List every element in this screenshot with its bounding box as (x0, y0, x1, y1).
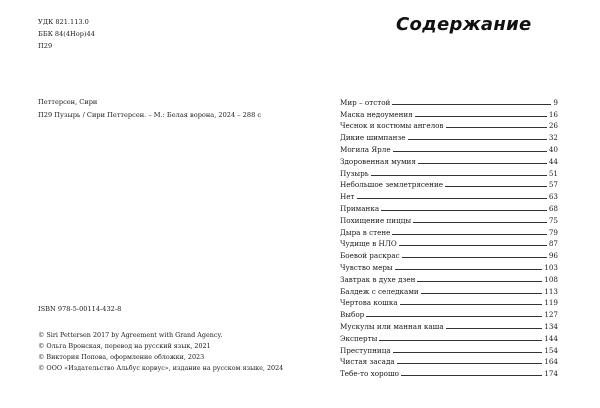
toc-entry-title: Чертова кошка (340, 298, 398, 308)
toc-entry-page: 164 (544, 357, 558, 367)
udk-code: УДК 821.113.0 (38, 18, 89, 26)
toc-leader-line (418, 163, 547, 164)
toc-leader-line (393, 151, 547, 152)
author-code: П29 (38, 42, 53, 50)
copyright-line: © Ольга Вронская, перевод на русский язык, 2021 (38, 342, 211, 350)
toc-entry-title: Похищение пиццы (340, 215, 412, 225)
bbk-code: ББК 84(4Нор)44 (38, 30, 95, 38)
toc-entry-title: Мир – отстой (340, 97, 391, 107)
toc-leader-line (417, 281, 542, 282)
toc-leader-line (400, 304, 543, 305)
toc-entry-page: 103 (544, 262, 558, 272)
toc-leader-line (392, 234, 546, 235)
toc-entry-title: Приманка (340, 203, 380, 213)
toc-entry (340, 355, 558, 367)
toc-leader-line (371, 175, 547, 176)
toc-entry-page: 44 (548, 156, 558, 166)
toc-entry (340, 107, 558, 119)
toc-entry (340, 307, 558, 319)
toc-leader-line (379, 340, 542, 341)
toc-entry-title: Небольшое землетрясение (340, 180, 444, 190)
toc-entry (340, 225, 558, 237)
toc-entry (340, 142, 558, 154)
toc-leader-line (421, 293, 543, 294)
toc-entry (340, 201, 558, 213)
book-citation: П29 Пузырь / Сири Петтерсен. – М.: Белая ворона, 2024 – 288 с (38, 111, 262, 119)
toc-entry-page: 113 (544, 286, 558, 296)
toc-entry (340, 272, 558, 284)
toc-leader-line (392, 104, 551, 105)
toc-entry (340, 319, 558, 331)
toc-entry-page: 16 (548, 109, 558, 119)
copyright-line: © Siri Pettersen 2017 by Agreement with Grand Agency. (38, 331, 223, 339)
toc-leader-line (446, 328, 543, 329)
toc-leader-line (415, 116, 547, 117)
toc-entry-page: 32 (548, 133, 558, 143)
toc-entry-page: 63 (548, 192, 558, 202)
toc-leader-line (395, 269, 543, 270)
toc-entry-page: 57 (548, 180, 558, 190)
toc-leader-line (381, 210, 547, 211)
toc-entry-page: 79 (548, 227, 558, 237)
toc-entry (340, 119, 558, 131)
toc-entry (340, 189, 558, 201)
toc-entry-page: 154 (544, 345, 558, 355)
copyright-line: © ООО «Издательство Альбус корвус», издание на русском языке, 2024 (38, 364, 284, 372)
toc-title: Содержание (396, 14, 532, 35)
toc-leader-line (445, 186, 547, 187)
toc-entry-page: 127 (544, 310, 558, 320)
toc-entry-page: 9 (553, 97, 558, 107)
toc-entry (340, 178, 558, 190)
author-name: Петтерсен, Сири (38, 98, 98, 106)
toc-entry-page: 68 (548, 203, 558, 213)
toc-entry-page: 96 (548, 251, 558, 261)
toc-entry-page: 108 (544, 274, 558, 284)
toc-entry-title: Чудище в НЛО (340, 239, 397, 249)
toc-entry-title: Нет (340, 192, 355, 202)
toc-entry (340, 366, 558, 378)
toc-leader-line (413, 222, 547, 223)
toc-entry-page: 144 (544, 333, 558, 343)
toc-entry-title: Балдеж с селедками (340, 286, 419, 296)
toc-entry-page: 174 (544, 369, 558, 379)
toc-leader-line (366, 316, 542, 317)
toc-leader-line (399, 245, 547, 246)
toc-entry (340, 284, 558, 296)
toc-entry-page: 75 (548, 215, 558, 225)
author-block (38, 96, 288, 122)
toc-entry-title: Чеснок и костюмы ангелов (340, 121, 444, 131)
toc-entry (340, 248, 558, 260)
toc-entry (340, 331, 558, 343)
toc-leader-line (397, 363, 543, 364)
toc-entry (340, 154, 558, 166)
toc-entry-page: 119 (544, 298, 558, 308)
toc-entry (340, 260, 558, 272)
table-of-contents (340, 95, 558, 378)
bibliographic-codes (38, 16, 95, 52)
toc-entry-title: Выбор (340, 310, 365, 320)
toc-entry-title: Чистая засада (340, 357, 395, 367)
toc-entry (340, 95, 558, 107)
copyright-line: © Виктория Попова, оформление обложки, 2023 (38, 353, 205, 361)
toc-entry-title: Эксперты (340, 333, 378, 343)
toc-entry-title: Мускулы или манная каша (340, 321, 444, 331)
toc-leader-line (446, 127, 547, 128)
toc-entry (340, 237, 558, 249)
toc-entry-title: Преступница (340, 345, 391, 355)
toc-entry (340, 130, 558, 142)
toc-entry-title: Чувство меры (340, 262, 393, 272)
toc-entry-title: Могила Ярле (340, 144, 391, 154)
toc-entry (340, 166, 558, 178)
toc-entry-title: Тебе-то хорошо (340, 369, 399, 379)
toc-leader-line (408, 139, 547, 140)
toc-entry-page: 134 (544, 321, 558, 331)
toc-entry-title: Пузырь (340, 168, 369, 178)
isbn: ISBN 978-5-00114-432-8 (38, 305, 122, 313)
toc-entry (340, 343, 558, 355)
toc-entry-page: 87 (548, 239, 558, 249)
toc-leader-line (402, 257, 547, 258)
toc-entry-page: 26 (548, 121, 558, 131)
copyright-notices (38, 330, 293, 374)
toc-entry-title: Боевой раскрас (340, 251, 400, 261)
toc-leader-line (401, 375, 542, 376)
toc-entry-title: Завтрак в духе дзен (340, 274, 416, 284)
toc-entry-title: Здоровенная мумия (340, 156, 416, 166)
toc-entry-title: Дыра в стене (340, 227, 391, 237)
toc-entry-page: 40 (548, 144, 558, 154)
toc-entry (340, 213, 558, 225)
toc-entry (340, 296, 558, 308)
toc-entry-title: Дикие шимпанзе (340, 133, 406, 143)
toc-leader-line (357, 198, 547, 199)
toc-entry-page: 51 (548, 168, 558, 178)
toc-entry-title: Маска недоумения (340, 109, 413, 119)
toc-leader-line (393, 352, 543, 353)
